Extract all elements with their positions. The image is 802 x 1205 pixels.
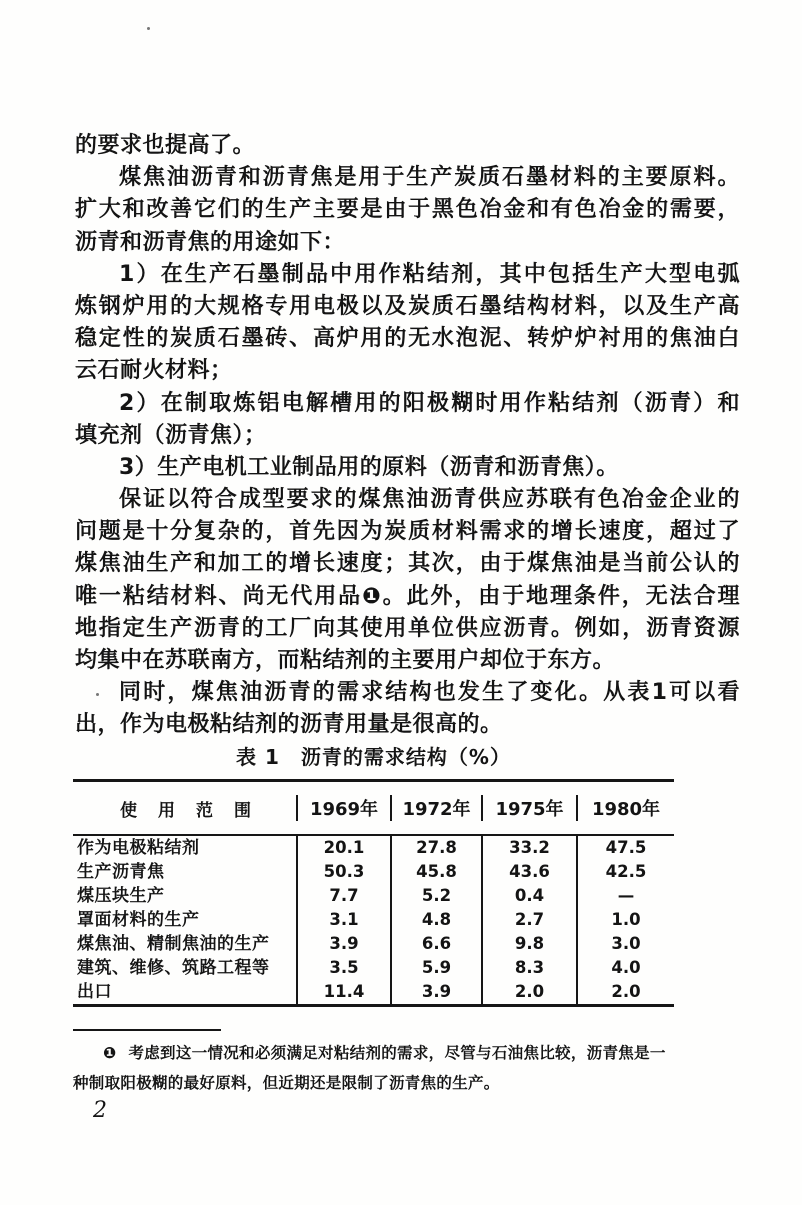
table-row xyxy=(73,980,674,1004)
table-cell-value: 4.8 xyxy=(390,908,481,932)
text-line: 问题是十分复杂的，首先因为炭质材料需求的增长速度，超过了 xyxy=(75,519,740,545)
table-row xyxy=(73,860,674,884)
table-header-row xyxy=(73,782,674,836)
text-line: 2）在制取炼铝电解槽用的阳极糊时用作粘结剂（沥青）和 xyxy=(119,390,740,416)
table-row xyxy=(73,932,674,956)
text-line: 云石耐火材料； xyxy=(75,358,233,384)
table-cell-value: 43.6 xyxy=(481,860,576,884)
text-line: 稳定性的炭质石墨砖、高炉用的无水泡泥、转炉炉衬用的焦油白 xyxy=(75,326,740,352)
table-cell-value: 2.7 xyxy=(481,908,576,932)
table-cell-value: 4.0 xyxy=(576,956,674,980)
table-body xyxy=(73,836,674,1004)
table-row-label: 作为电极粘结剂 xyxy=(77,838,200,858)
text-line: 扩大和改善它们的生产主要是由于黑色冶金和有色冶金的需要， xyxy=(75,197,740,223)
table-header-1980: 1980年 xyxy=(576,795,674,821)
text-line: 出，作为电极粘结剂的沥青用量是很高的。 xyxy=(75,712,503,738)
table-cell-value: 27.8 xyxy=(390,836,481,860)
text-line: 的要求也提高了。 xyxy=(75,133,256,158)
table-row-label: 建筑、维修、筑路工程等 xyxy=(77,958,270,978)
text-line: 保证以符合成型要求的煤焦油沥青供应苏联有色冶金企业的 xyxy=(119,487,740,513)
text-line: 煤焦油沥青和沥青焦是用于生产炭质石墨材料的主要原料。 xyxy=(119,165,740,191)
table-cell-value: 2.0 xyxy=(481,980,576,1004)
footnote xyxy=(73,1038,741,1098)
table-cell-value: 2.0 xyxy=(576,980,674,1004)
table-row-label: 罩面材料的生产 xyxy=(77,910,200,930)
text-line: 均集中在苏联南方，而粘结剂的主要用户却位于东方。 xyxy=(75,648,616,673)
table-cell-value: 3.9 xyxy=(296,932,390,956)
table-cell-value: 45.8 xyxy=(390,860,481,884)
footnote-line: 种制取阳极糊的最好原料，但近期还是限制了沥青焦的生产。 xyxy=(73,1074,500,1092)
table-cell-value: 3.9 xyxy=(390,980,481,1004)
table-cell-value: 9.8 xyxy=(481,932,576,956)
table-row xyxy=(73,908,674,932)
body-text xyxy=(75,130,740,742)
footnote-marker: ❶ xyxy=(103,1044,117,1062)
table-cell-value: 20.1 xyxy=(296,836,390,860)
table-cell-value: 1.0 xyxy=(576,908,674,932)
text-line: 地指定生产沥青的工厂向其使用单位供应沥青。例如，沥青资源 xyxy=(75,615,740,641)
text-line: 沥青和沥青焦的用途如下： xyxy=(75,229,346,255)
table-cell-value: 5.9 xyxy=(390,956,481,980)
table-header-1969: 1969年 xyxy=(296,795,390,821)
table-row xyxy=(73,884,674,908)
table-cell-value: 6.6 xyxy=(390,932,481,956)
text-line: 同时，煤焦油沥青的需求结构也发生了变化。从表1可以看 xyxy=(119,680,740,706)
text-line: 煤焦油生产和加工的增长速度；其次，由于煤焦油是当前公认的 xyxy=(75,551,740,577)
table-cell-value: 5.2 xyxy=(390,884,481,908)
table-header-1975: 1975年 xyxy=(481,795,576,821)
table-cell-value: 47.5 xyxy=(576,836,674,860)
text-line: 炼钢炉用的大规格专用电极以及炭质石墨结构材料，以及生产高 xyxy=(75,293,740,319)
table-cell-value: 3.5 xyxy=(296,956,390,980)
footnote-separator xyxy=(73,1029,221,1031)
scan-speck xyxy=(147,27,150,30)
text-line: 唯一粘结材料、尚无代用品❶。此外，由于地理条件，无法合理 xyxy=(75,583,740,609)
text-line: 填充剂（沥青焦）； xyxy=(75,422,267,448)
table-cell-value: 42.5 xyxy=(576,860,674,884)
table-cell-value: 3.0 xyxy=(576,932,674,956)
footnote-line: ❶ 考虑到这一情况和必须满足对粘结剂的需求，尽管与石油焦比较，沥青焦是一 xyxy=(103,1044,666,1062)
table-cell-value: 3.1 xyxy=(296,908,390,932)
page-number: 2 xyxy=(93,1098,107,1123)
table-cell-value: 50.3 xyxy=(296,860,390,884)
text-line: 3）生产电机工业制品用的原料（沥青和沥青焦）。 xyxy=(119,454,619,480)
table-cell-value: — xyxy=(576,884,674,908)
table-row-label: 煤压块生产 xyxy=(77,886,165,906)
demand-structure-table xyxy=(73,779,674,1007)
table-row xyxy=(73,836,674,860)
text-line: 1）在生产石墨制品中用作粘结剂，其中包括生产大型电弧 xyxy=(119,261,740,287)
table-cell-value: 8.3 xyxy=(481,956,576,980)
table-cell-value: 0.4 xyxy=(481,884,576,908)
table-row-label: 煤焦油、精制焦油的生产 xyxy=(77,934,270,954)
table-cell-value: 11.4 xyxy=(296,980,390,1004)
table-title: 表 1 沥青的需求结构（%） xyxy=(236,745,511,769)
table-header-usage: 使 用 范 围 xyxy=(120,800,253,821)
table-header-1972: 1972年 xyxy=(390,795,481,821)
table-cell-value: 33.2 xyxy=(481,836,576,860)
table-row-label: 出口 xyxy=(77,982,112,1002)
table-cell-value: 7.7 xyxy=(296,884,390,908)
table-row-label: 生产沥青焦 xyxy=(77,862,165,882)
table-row xyxy=(73,956,674,980)
